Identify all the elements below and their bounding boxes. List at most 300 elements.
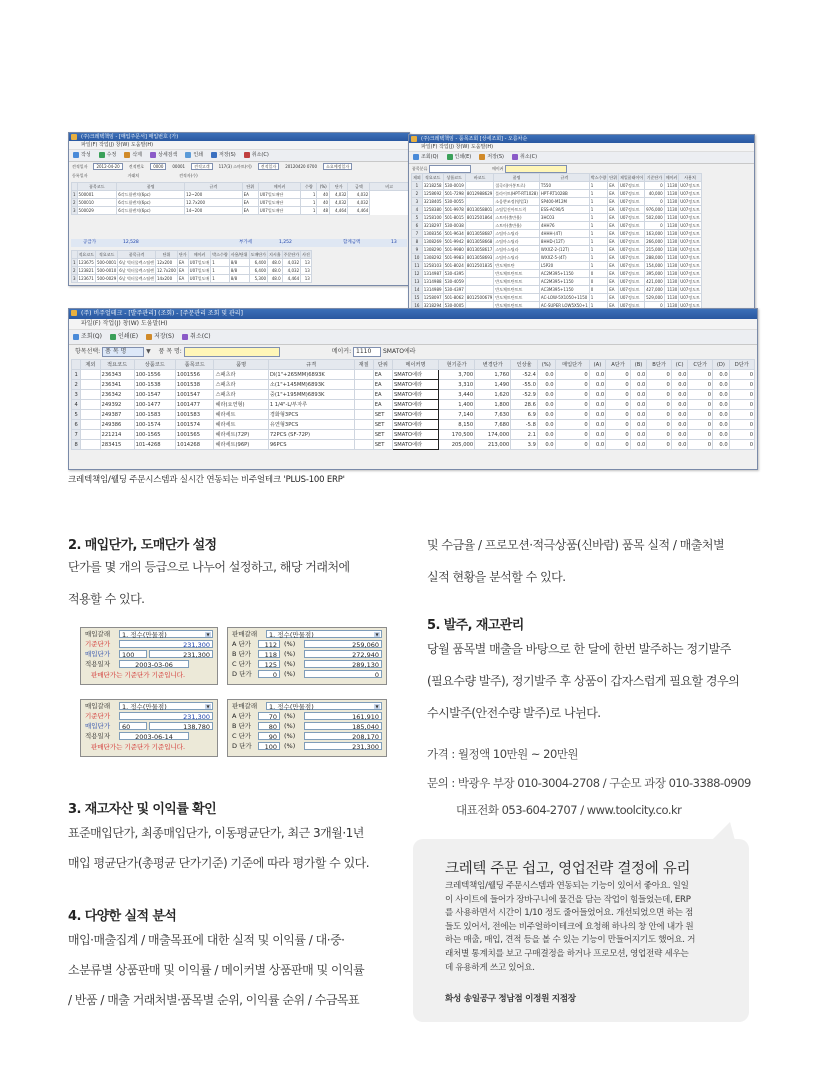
table-row[interactable] xyxy=(412,190,702,198)
table-cell xyxy=(465,278,493,286)
sell-tier-percent[interactable]: 80 xyxy=(258,722,280,730)
table-row[interactable] xyxy=(412,222,702,230)
table-cell: 100-1556 xyxy=(134,370,175,380)
window-title-bar xyxy=(409,135,754,143)
column-header[interactable]: 지시율 xyxy=(269,251,281,257)
buy-price-field[interactable]: 231,300 xyxy=(149,650,213,658)
table-cell: 501-8062 xyxy=(444,294,464,300)
column-header[interactable]: 금액 xyxy=(348,183,370,191)
sell-tier-price[interactable]: 185,040 xyxy=(304,722,382,730)
table-cell: 1258097 xyxy=(423,294,442,300)
table-cell: U07일도매단 xyxy=(258,207,301,215)
column-header[interactable]: 품명 xyxy=(494,174,540,182)
percent-unit: (%) xyxy=(284,712,296,720)
figure-caption: 크레텍책임/웰딩 주문시스템과 실시간 연동되는 비주얼테크 'PLUS-100 ERP' xyxy=(68,475,345,485)
sell-grade-select[interactable] xyxy=(266,702,382,710)
toolbar-button[interactable] xyxy=(150,152,177,158)
item-name-input[interactable] xyxy=(184,347,280,357)
column-header[interactable]: 제외 xyxy=(413,174,421,180)
column-header[interactable]: 메이커명 xyxy=(392,360,438,370)
table-cell: 0.0 xyxy=(537,370,555,380)
testimonial-signature: 화성 송일공구 정남점 이정원 지점장 xyxy=(445,994,576,1004)
column-header[interactable]: 인상율 xyxy=(511,360,538,370)
maker-code-input[interactable]: 1110 xyxy=(353,347,381,357)
column-header[interactable]: 제일품태이어 xyxy=(619,174,644,180)
table-cell: SMATO에라 xyxy=(392,380,438,390)
table-cell: EA xyxy=(373,390,392,400)
table-cell: 40,000 xyxy=(645,190,665,198)
table-cell: U07정도트 xyxy=(680,206,700,212)
column-header[interactable]: 규격 xyxy=(185,183,242,191)
items-grid[interactable] xyxy=(411,173,702,316)
toolbar-icon xyxy=(479,154,485,160)
sell-tier-label: C 단가 xyxy=(232,732,252,740)
table-cell: SMATO에라 xyxy=(392,440,438,450)
toolbar-button[interactable] xyxy=(73,152,91,158)
table-cell: 소음뿐조정(영업1) xyxy=(494,198,540,206)
sell-tier-price[interactable]: 231,300 xyxy=(304,742,382,750)
table-cell: 14~200 xyxy=(185,207,242,215)
table-row[interactable] xyxy=(72,259,312,267)
table-cell: 4 xyxy=(72,400,81,410)
column-header[interactable] xyxy=(72,360,81,370)
table-cell: 0.0 xyxy=(537,430,555,440)
table-cell: 1314988 xyxy=(423,278,442,284)
header-label: 견적자(수) xyxy=(179,173,198,178)
column-header[interactable]: 품목코드 xyxy=(175,360,214,370)
table-cell: 0 xyxy=(555,400,589,410)
column-header[interactable]: 품명 xyxy=(214,360,268,370)
toolbar-button[interactable] xyxy=(479,154,504,160)
buy-percent-field[interactable]: 60 xyxy=(119,722,147,730)
table-cell: 3,440 xyxy=(439,390,475,400)
toolbar-icon xyxy=(512,154,518,160)
table-cell: 0.0 xyxy=(713,410,730,420)
table-cell: 0.0 xyxy=(537,420,555,430)
table-cell: 2.1 xyxy=(511,430,538,440)
column-header[interactable]: 사용/단위 xyxy=(230,251,248,257)
table-cell: 72PCS (SF-72P) xyxy=(268,430,354,440)
table-row[interactable] xyxy=(72,275,312,283)
table-row[interactable] xyxy=(72,207,409,215)
table-cell: 0.0 xyxy=(589,420,606,430)
sell-tier-percent[interactable]: 125 xyxy=(258,660,280,668)
table-row[interactable] xyxy=(72,400,755,410)
header-label: 거래처 xyxy=(127,173,140,178)
column-header[interactable]: 재질 xyxy=(354,360,373,370)
table-cell: 반도체트탄트트 xyxy=(494,302,540,310)
table-cell: 스팀마스틸라 xyxy=(494,254,540,262)
header-field[interactable]: 0000 xyxy=(150,163,166,170)
table-cell: 0 xyxy=(729,390,754,400)
column-header[interactable]: D단가 xyxy=(729,360,754,370)
sell-tier-price[interactable]: 259,060 xyxy=(304,640,382,648)
column-header[interactable]: 적요코드 xyxy=(422,174,443,182)
table-cell: 1258692 xyxy=(423,190,442,196)
table-cell xyxy=(354,380,373,390)
table-cell: 7 xyxy=(412,230,423,238)
order-detail-grid[interactable] xyxy=(71,250,312,283)
table-cell: EA xyxy=(608,222,619,230)
sell-tier-percent[interactable]: 0 xyxy=(258,670,280,678)
column-header[interactable]: (%) xyxy=(317,183,330,191)
table-cell: 0 xyxy=(729,410,754,420)
column-header[interactable]: 바코드 xyxy=(465,174,493,182)
table-cell: 6날 빅터물렉스틸렌 xyxy=(119,275,155,281)
table-cell: 1,800 xyxy=(475,400,511,410)
toolbar-icon xyxy=(185,152,191,158)
table-row[interactable] xyxy=(72,440,755,450)
column-header[interactable]: (C) xyxy=(671,360,688,370)
toolbar-button[interactable] xyxy=(124,152,142,158)
table-cell: U07정도트 xyxy=(680,270,700,276)
toolbar-button-label: 인쇄(E) xyxy=(454,154,472,160)
buy-grade-value: 1. 정수(만물점) xyxy=(122,703,167,711)
sell-tier-label: A 단가 xyxy=(232,640,252,648)
table-cell: 11 xyxy=(412,262,423,270)
table-row[interactable] xyxy=(412,254,702,262)
table-cell: 7 xyxy=(72,430,81,440)
section-3-line: 표준매입단가, 최종매입단가, 이동평균단가, 최근 3개월·1년 xyxy=(68,826,364,840)
column-header[interactable]: (A) xyxy=(589,360,606,370)
column-header[interactable]: 단위 xyxy=(609,174,617,180)
toolbar-button[interactable] xyxy=(146,333,174,340)
column-header[interactable]: 적요코드 xyxy=(96,251,118,259)
buy-grade-select[interactable] xyxy=(119,702,213,710)
table-cell: 1130 xyxy=(664,254,679,262)
table-cell: 530-4397 xyxy=(444,286,464,292)
column-header[interactable]: 규격 xyxy=(268,360,354,370)
table-row[interactable] xyxy=(412,238,702,246)
table-cell: 500001 xyxy=(77,191,117,199)
table-cell: EA xyxy=(608,286,619,294)
table-row[interactable] xyxy=(412,270,702,278)
table-cell: 0.0 xyxy=(537,390,555,400)
column-header[interactable]: 변경단가 xyxy=(475,360,511,370)
table-row[interactable] xyxy=(72,199,409,207)
column-header[interactable]: 박스수량 xyxy=(590,174,607,180)
section-5-line: 수시발주(안전수량 발주)로 나뉜다. xyxy=(427,706,601,720)
table-cell: 0 xyxy=(688,410,713,420)
table-row[interactable] xyxy=(412,206,702,214)
sell-tier-percent[interactable]: 90 xyxy=(258,732,280,740)
column-header[interactable]: 품목코드 xyxy=(77,183,117,191)
order-lines-grid[interactable] xyxy=(71,182,409,215)
column-header[interactable]: 품목규격 xyxy=(118,251,156,259)
table-cell: 반도체트탄트트 xyxy=(494,294,540,302)
table-cell: 15 xyxy=(412,294,423,302)
table-cell: 1001538 xyxy=(175,380,214,390)
toolbar-button[interactable] xyxy=(211,152,236,158)
column-header[interactable]: 제외 xyxy=(81,360,100,370)
sell-tier-percent[interactable]: 118 xyxy=(258,650,280,658)
table-cell: 1 xyxy=(301,207,317,215)
toolbar-button[interactable] xyxy=(512,154,537,160)
table-cell: 0.0 xyxy=(589,410,606,420)
table-row[interactable] xyxy=(412,246,702,254)
price-basis-note: 판매단가는 기준단가 기준입니다. xyxy=(91,743,186,751)
buy-percent-field[interactable]: 100 xyxy=(119,650,147,658)
column-header[interactable]: 상품코드 xyxy=(134,360,175,370)
buy-price-label: 매입단가 xyxy=(85,650,111,658)
table-cell: 1130 xyxy=(664,198,679,206)
column-header[interactable]: 메이커 xyxy=(188,251,211,259)
base-price-field[interactable]: 231,300 xyxy=(119,640,213,648)
column-header[interactable]: 적요코드 xyxy=(78,251,95,257)
column-header[interactable]: 사진 xyxy=(302,251,310,257)
table-cell: 0 xyxy=(729,400,754,410)
table-row[interactable] xyxy=(72,370,755,380)
table-cell: 플라이트(HPT-RT1028) xyxy=(495,190,538,196)
column-header[interactable]: 수량 xyxy=(301,183,317,191)
table-cell: 반도체트탄트트 xyxy=(494,278,540,286)
column-header[interactable]: (B) xyxy=(630,360,647,370)
table-cell: 500010 xyxy=(77,199,117,207)
buy-grade-label: 매입갈래 xyxy=(85,702,111,710)
table-cell: 0.0 xyxy=(671,400,688,410)
app-icon xyxy=(71,134,77,140)
table-cell xyxy=(81,370,100,380)
table-cell: EA xyxy=(608,302,619,310)
table-cell: 반도체트탄트트 xyxy=(494,286,540,294)
table-cell: 12x200 xyxy=(156,259,178,267)
table-row[interactable] xyxy=(72,390,755,400)
erp-window-items xyxy=(408,134,755,316)
sell-tier-price[interactable]: 208,170 xyxy=(304,732,382,740)
header-field[interactable]: 견적고객 xyxy=(191,163,212,170)
table-cell: SET xyxy=(373,440,392,450)
table-cell: 0 xyxy=(647,370,672,380)
column-header[interactable]: 적요코드 xyxy=(100,360,134,370)
table-cell: 1001565 xyxy=(175,430,214,440)
column-header[interactable]: (%) xyxy=(537,360,555,370)
sell-tier-price[interactable]: 289,130 xyxy=(304,660,382,668)
table-cell: 8/8 xyxy=(229,275,249,283)
chevron-down-icon[interactable]: ▼ xyxy=(206,704,210,709)
sell-grade-select[interactable] xyxy=(266,630,382,638)
column-header[interactable]: 비고 xyxy=(370,183,409,191)
header-field[interactable]: 견적일자 xyxy=(258,163,279,170)
column-header[interactable]: 단위 xyxy=(373,360,392,370)
table-cell: 3HC03 xyxy=(539,214,589,222)
column-header[interactable]: 메이커 xyxy=(258,183,301,191)
testimonial-line: 하는 매출, 매입, 견적 등을 볼 수 있는 기능이 만들어지기도 했어요. 거 xyxy=(445,935,696,946)
sell-tier-price[interactable]: 272,940 xyxy=(304,650,382,658)
table-cell: 1 xyxy=(211,275,229,283)
toolbar-button-label: 상세검색 xyxy=(158,152,178,158)
column-header[interactable]: 단위 xyxy=(156,251,178,259)
table-cell: EA xyxy=(608,214,619,222)
column-header[interactable]: 사용처 xyxy=(679,174,702,182)
column-header[interactable]: 상품코드 xyxy=(443,174,465,182)
table-cell: EA xyxy=(177,267,188,275)
table-cell: 6각드릴렌치(6pc) xyxy=(117,199,185,207)
sell-tier-price[interactable]: 161,910 xyxy=(304,712,382,720)
table-row[interactable] xyxy=(412,214,702,222)
table-cell: AC2M395+1150 xyxy=(539,278,589,286)
table-row[interactable] xyxy=(72,420,755,430)
header-label: 견적번호 xyxy=(128,164,145,169)
table-cell: 스팀마스틸라 xyxy=(494,246,540,254)
table-cell: 12.7x200 xyxy=(185,199,242,207)
table-cell: 4,032 xyxy=(348,199,370,207)
table-cell: 1130 xyxy=(664,270,679,278)
table-cell: U07정도트 xyxy=(680,302,700,308)
header-field[interactable]: 소요예정일자 xyxy=(323,163,352,170)
totals-bar xyxy=(71,239,407,247)
table-cell: 13 xyxy=(301,275,312,283)
chevron-down-icon[interactable]: ▼ xyxy=(146,348,151,355)
table-cell: 1 xyxy=(589,238,607,246)
table-cell: -52.4 xyxy=(511,370,538,380)
toolbar-button[interactable] xyxy=(413,154,439,160)
table-row[interactable] xyxy=(412,262,702,270)
sell-tier-percent[interactable]: 100 xyxy=(258,742,280,750)
table-row[interactable] xyxy=(72,410,755,420)
toolbar-button[interactable] xyxy=(99,152,117,158)
table-cell: 0.0 xyxy=(713,430,730,440)
header-field[interactable]: 2012-04-20 xyxy=(93,163,122,170)
column-header[interactable]: 품명 xyxy=(117,183,185,191)
table-cell: 0.0 xyxy=(630,410,647,420)
price-change-grid[interactable] xyxy=(71,359,755,450)
table-cell: 123821 xyxy=(78,267,94,273)
table-cell: 283415 xyxy=(100,440,134,450)
column-header[interactable]: 단가 xyxy=(330,183,348,191)
table-cell: 1,760 xyxy=(475,370,511,380)
column-header[interactable]: 단위 xyxy=(242,183,258,191)
toolbar-button-label: 저장(S) xyxy=(154,333,175,340)
testimonial-line: 래처별 통계치를 보고 구매결정을 하거나 프로모션, 영업전략 세우는 xyxy=(445,948,689,959)
table-cell: 215,000 xyxy=(646,246,663,252)
table-cell: 0 xyxy=(589,270,607,278)
section-2-heading: 2. 매입단가, 도매단가 설정 xyxy=(68,538,217,553)
table-cell: 500029 xyxy=(77,207,117,215)
table-cell: T550 xyxy=(539,182,589,190)
table-cell: 236343 xyxy=(100,370,134,380)
column-header[interactable]: (D) xyxy=(713,360,730,370)
toolbar-button[interactable] xyxy=(182,333,210,340)
sell-grade-value: 1. 정수(만물점) xyxy=(269,703,314,711)
column-header[interactable]: 단가 xyxy=(178,251,187,257)
table-row[interactable] xyxy=(72,267,312,275)
table-cell: 1 xyxy=(589,198,607,206)
table-row[interactable] xyxy=(412,198,702,206)
toolbar-button[interactable] xyxy=(185,152,203,158)
table-cell: 스팀마스틸라 xyxy=(494,238,540,246)
table-cell: 530-0055 xyxy=(444,198,464,204)
chevron-down-icon[interactable]: ▼ xyxy=(206,632,210,637)
table-cell: 5,300 xyxy=(249,275,267,283)
sell-tier-percent[interactable]: 70 xyxy=(258,712,280,720)
table-row[interactable] xyxy=(72,430,755,440)
column-header[interactable]: 주문단가 xyxy=(283,251,300,257)
maker-field[interactable] xyxy=(505,165,567,173)
table-row[interactable] xyxy=(72,191,409,199)
table-cell: U07정도트 xyxy=(618,254,644,262)
table-cell: U07정도트 xyxy=(680,230,700,236)
table-cell: AC2M395+1150 xyxy=(539,270,589,278)
column-header[interactable]: 현기준가 xyxy=(439,360,475,370)
table-cell: 6 xyxy=(72,420,81,430)
table-cell: 40 xyxy=(317,199,330,207)
table-cell: 100-1538 xyxy=(134,380,175,390)
table-cell: 헤라세트 xyxy=(214,410,268,420)
table-cell: SMATO에라 xyxy=(392,390,438,400)
column-header[interactable]: 매입단가 xyxy=(555,360,589,370)
toolbar-button[interactable] xyxy=(73,333,102,340)
toolbar-button[interactable] xyxy=(447,154,472,160)
toolbar-button[interactable] xyxy=(244,152,269,158)
table-cell: SET xyxy=(373,410,392,420)
column-header[interactable]: 기준단가 xyxy=(645,174,665,182)
table-cell: 100-1547 xyxy=(134,390,175,400)
category-field[interactable] xyxy=(429,165,471,173)
menu-bar[interactable]: 파일(F) 작업(J) 창(W) 도움말(H) xyxy=(69,319,757,330)
table-cell: 3 xyxy=(72,390,81,400)
apply-date-field[interactable]: 2003-06-14 xyxy=(119,732,189,740)
item-select-dropdown[interactable]: 품 목 명 xyxy=(102,347,144,357)
column-header[interactable]: 박스수량 xyxy=(212,251,228,257)
chevron-down-icon[interactable]: ▼ xyxy=(375,704,379,709)
header-label: 20120420 0700 xyxy=(285,164,318,169)
table-cell: EA xyxy=(608,246,619,254)
table-cell: EA xyxy=(177,259,188,267)
toolbar-button-label: 조회(Q) xyxy=(81,333,102,340)
column-header[interactable]: 메이커 xyxy=(665,174,678,180)
column-header[interactable]: 규격 xyxy=(539,174,589,182)
menu-bar[interactable]: 파일(F) 작업(J) 창(W) 도움말(H) xyxy=(69,141,409,150)
table-row[interactable] xyxy=(412,278,702,286)
menu-bar[interactable]: 파일(F) 작업(J) 창(W) 도움말(H) xyxy=(409,143,754,152)
percent-unit: (%) xyxy=(284,640,296,648)
table-cell: SMATO에라 xyxy=(392,420,438,430)
table-cell: 0.0 xyxy=(713,420,730,430)
table-cell: 유연형3PCS xyxy=(268,420,354,430)
buy-grade-select[interactable] xyxy=(119,630,213,638)
table-cell: 1001547 xyxy=(175,390,214,400)
table-row[interactable] xyxy=(412,294,702,302)
table-row[interactable] xyxy=(412,230,702,238)
table-cell: 530-0038 xyxy=(444,222,464,228)
sell-tier-price[interactable]: 0 xyxy=(304,670,382,678)
table-cell: 6날 빅터물렉스틸렌 xyxy=(119,267,155,273)
apply-date-field[interactable]: 2003-03-06 xyxy=(119,660,189,668)
column-header[interactable]: C단가 xyxy=(688,360,713,370)
table-cell: 7,630 xyxy=(475,410,511,420)
base-price-field[interactable]: 231,300 xyxy=(119,712,213,720)
table-cell: 0.0 xyxy=(630,370,647,380)
column-header[interactable]: B단가 xyxy=(647,360,672,370)
table-row[interactable] xyxy=(72,380,755,390)
toolbar-button[interactable] xyxy=(110,333,138,340)
table-cell: 0.0 xyxy=(630,380,647,390)
table-cell: 1 xyxy=(301,191,317,199)
sell-tier-percent[interactable]: 112 xyxy=(258,640,280,648)
table-cell: 2 xyxy=(72,380,81,390)
table-cell: U07정도트 xyxy=(618,206,644,214)
table-row[interactable] xyxy=(412,182,702,190)
table-cell: 5 xyxy=(72,410,81,420)
table-cell: 1 xyxy=(589,302,607,310)
buy-price-field[interactable]: 138,780 xyxy=(149,722,213,730)
table-cell: U07정도트 xyxy=(680,278,700,284)
table-row[interactable] xyxy=(412,286,702,294)
chevron-down-icon[interactable]: ▼ xyxy=(375,632,379,637)
table-cell: 530-4059 xyxy=(444,278,464,284)
column-header[interactable]: 도매단가 xyxy=(250,251,267,257)
column-header[interactable]: A단가 xyxy=(606,360,630,370)
